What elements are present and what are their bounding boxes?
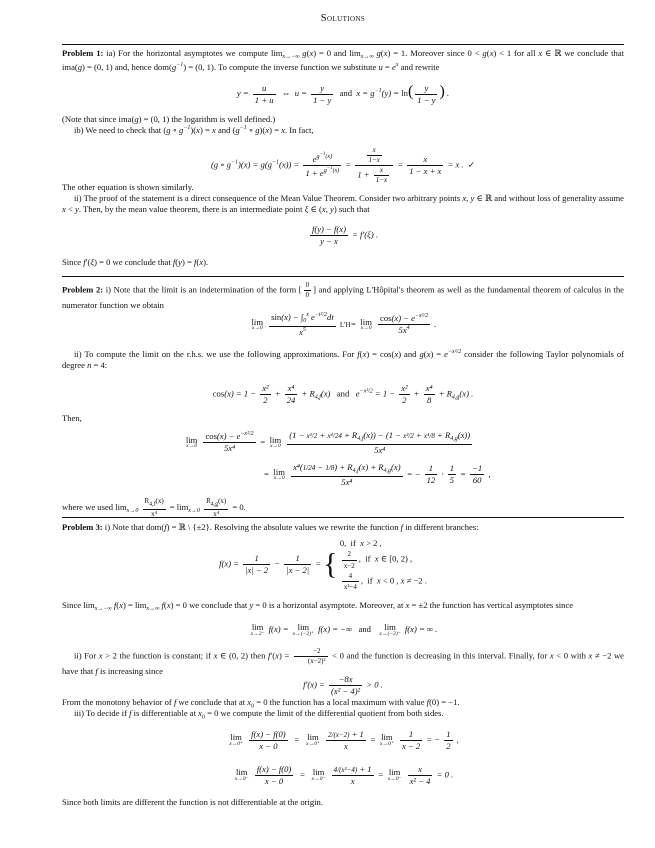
equation-limit-result: = lim x→0 $\frac{x^4(1/24 - 1/8) + R_{4,f}(x) + R_{4,g}(x)}{\text{5x⁴}}$ = − $\frac{1}{12}$ · $\frac{1}{5}$ = $\frac{-1}{60}$ , [263,462,491,487]
problem2-where: where we used $\lim_{x\to 0}$ $\frac{R_{4,f}(x)}{\text{x⁴}}$ = $\lim_{x\to 0}$ $\frac{R_{4,g}(x)}{\text{x⁴}}$ = 0. [62,497,246,518]
problem1-note: (Note that since ima(g) = (0, 1) the logarithm is well defined.) [62,114,276,124]
problem3-final: Since both limits are different the function is not differentiable at the origin. [62,797,324,807]
problem3-asymptotes: Since $\lim_{x\to-\infty} f(x) = \lim_{x\to\infty} f(x) = 0$ we conclude that y = 0 is a horizontal asymptote. Moreover, at x = ±2 the function has vertical asymptotes since [62,600,574,612]
problem1-intro: Problem 1: ia) For the horizontal asymptotes we compute $\lim_{x\to-\infty} g(x) = 0$ and $\lim_{x\to\infty} g(x) = 1$. Moreover since 0 < g(x) < 1 for all x ∈ ℝ we conclude that ima(g) = (0, 1) and, hence $dom(g^{-1}) = (0$, 1). To compute the inverse function we substitute $u = e^x$ and rewrite [62,48,624,72]
equation-inverse: y = $\frac{u}{1 + u}$ ⇔ u = $\frac{y}{1 - y}$ and $x = g^{-1}(y) = \ln$( $\frac{y}{1 - y}$ ) . [236,82,450,105]
problem2-then: Then, [62,413,82,423]
equation-vertical-asymptotes: lim x→2⁻ f(x) = lim x→(−2)⁺ f(x) = −∞ and lim x→(−2)⁻ f(x) = ∞ . [250,622,438,637]
problem3-label: Problem 3: [62,522,103,532]
problem1-other: The other equation is shown similarly. [62,182,194,192]
equation-right-limit: lim x→0⁺ $\frac{f(x) - f(0)}{x - 0}$ = lim x→0⁺ $\frac{2/(x-2) + 1}{x}$ = lim x→0⁺ $\frac{1}{x - 2}$ = − $\frac{1}{2}$ , [229,729,459,751]
equation-limit-expand: lim x→0 $\frac{\cos(x) - e^{-x^2/2}}{\text{5x⁴}}$ = lim x→0 $\frac{(1 - x^2/2 + x^4/24 + R_{4,f}(x)) - (1 - x^2/2 + x^4/8 + R_{4,g}(x))}{\text{5x⁴}}$ [185,430,471,455]
problem1-ii: ii) The proof of the statement is a direct consequence of the Mean Value Theorem. Consider two arbitrary points x, y ∈ ℝ and without loss of generality assume x < y. Then, by the mean value theorem, there is an intermediate point ξ ∈ (x, y) such that [62,193,624,214]
section-divider [62,44,624,45]
equation-taylor: cos(x) = 1 − $\frac{\text{x²}}{2}$ + $\frac{\text{x⁴}}{24}$ + $R_{4,f}(x)$ and $e^{-x^2/2} = 1$ − $\frac{\text{x²}}{2}$ + $\frac{\text{x⁴}}{8}$ + $R_{4,g}(x)$ . [212,383,474,405]
equation-derivative: f′(x) = $\frac{-8x}{\text{(x² − 4)²}}$ > 0 . [303,674,383,696]
problem3-ii: ii) For x > 2 the function is constant; if x ∈ (0, 2) then f′(x) = $\frac{-2}{\text{(x−2)²}}$ < 0 and the function is decreasing in this interval. Finally, for x < 0 with x ≠ −2 we have that f is increasing since [62,647,624,676]
problem3-intro: Problem 3: i) Note that dom(f) = ℝ \ {±2}. Resolving the absolute values we rewrite the function f in different branches: [62,522,479,532]
problem1-label: Problem 1: [62,48,104,58]
problem2-intro: Problem 2: i) Note that the limit is an indetermination of the form [ $\frac{0}{0}$ ] and applying L'Hôpital's theorem as well as the fundamental theorem of calculus in the numerator function we obtain [62,281,624,310]
equation-mvt: $\frac{f(y) - f(x)}{y - x}$ = f′(ξ) . [311,224,379,246]
equation-piecewise: f(x) = $\frac{1}{|x| - 2}$ − $\frac{1}{|x - 2|}$ = { 0, if x > 2 , $\frac{2}{x-2}$ , if x ∈ [0, 2) , $\frac{4}{\text{x²−4}}$ , if x < 0 , x ≠ −2 . [219,538,427,591]
problem3-monotony: From the monotony behavior of f we conclude that at $x_0 = 0$ the function has a local maximum with value f(0) = −1. [62,697,460,710]
problem1-ib: ib) We need to check that (g ∘ $g^{-1})(x) = x$ and ($g^{-1}$ ∘ g)(x) = x. In fact, [74,125,314,135]
section-divider [62,517,624,518]
equation-composition: (g ∘ $g^{-1})(x) = g(g^{-1}(x))$ = $\frac{e^{g^{-1}(x)}}{1 + e^{g^{-1}(x)}}$ = $\frac{x}{1-x}$ 1 + $\frac{x}{1-x}$ = $\frac{x}{1 - x + x}$ = x . ✓ [210,146,476,184]
equation-lhopital: lim x→0 $\frac{\sin(x) - \int_0^x e^{-t^2/2}dt}{x^5}$ L'H= lim x→0 $\frac{\cos(x) - e^{-x^2/2}}{5x^4}$ . [251,312,437,337]
equation-left-limit: lim x→0⁻ $\frac{f(x) - f(0)}{x - 0}$ = lim x→0⁻ $\frac{\text{4/(x²−4) + 1}}{x}$ = lim x→0⁻ $\frac{x}{\text{x² − 4}}$ = 0 . [234,764,454,786]
page-title: Solutions [320,13,366,24]
problem3-iii: iii) To decide if f is differentiable at $x_0 = 0$ we compute the limit of the differential quotient from both sides. [74,708,444,721]
problem2-label: Problem 2: [62,284,104,295]
section-divider [62,276,624,277]
problem1-since: Since f′(ξ) = 0 we conclude that f(y) = f(x). [62,257,209,267]
solutions-page [62,0,624,848]
problem2-ii: ii) To compute the limit on the r.h.s. we use the following approximations. For f(x) = cos(x) and $g(x) = e^{-x^2/2}$ consider the following Taylor polynomials of degree n = 4: [62,349,624,370]
